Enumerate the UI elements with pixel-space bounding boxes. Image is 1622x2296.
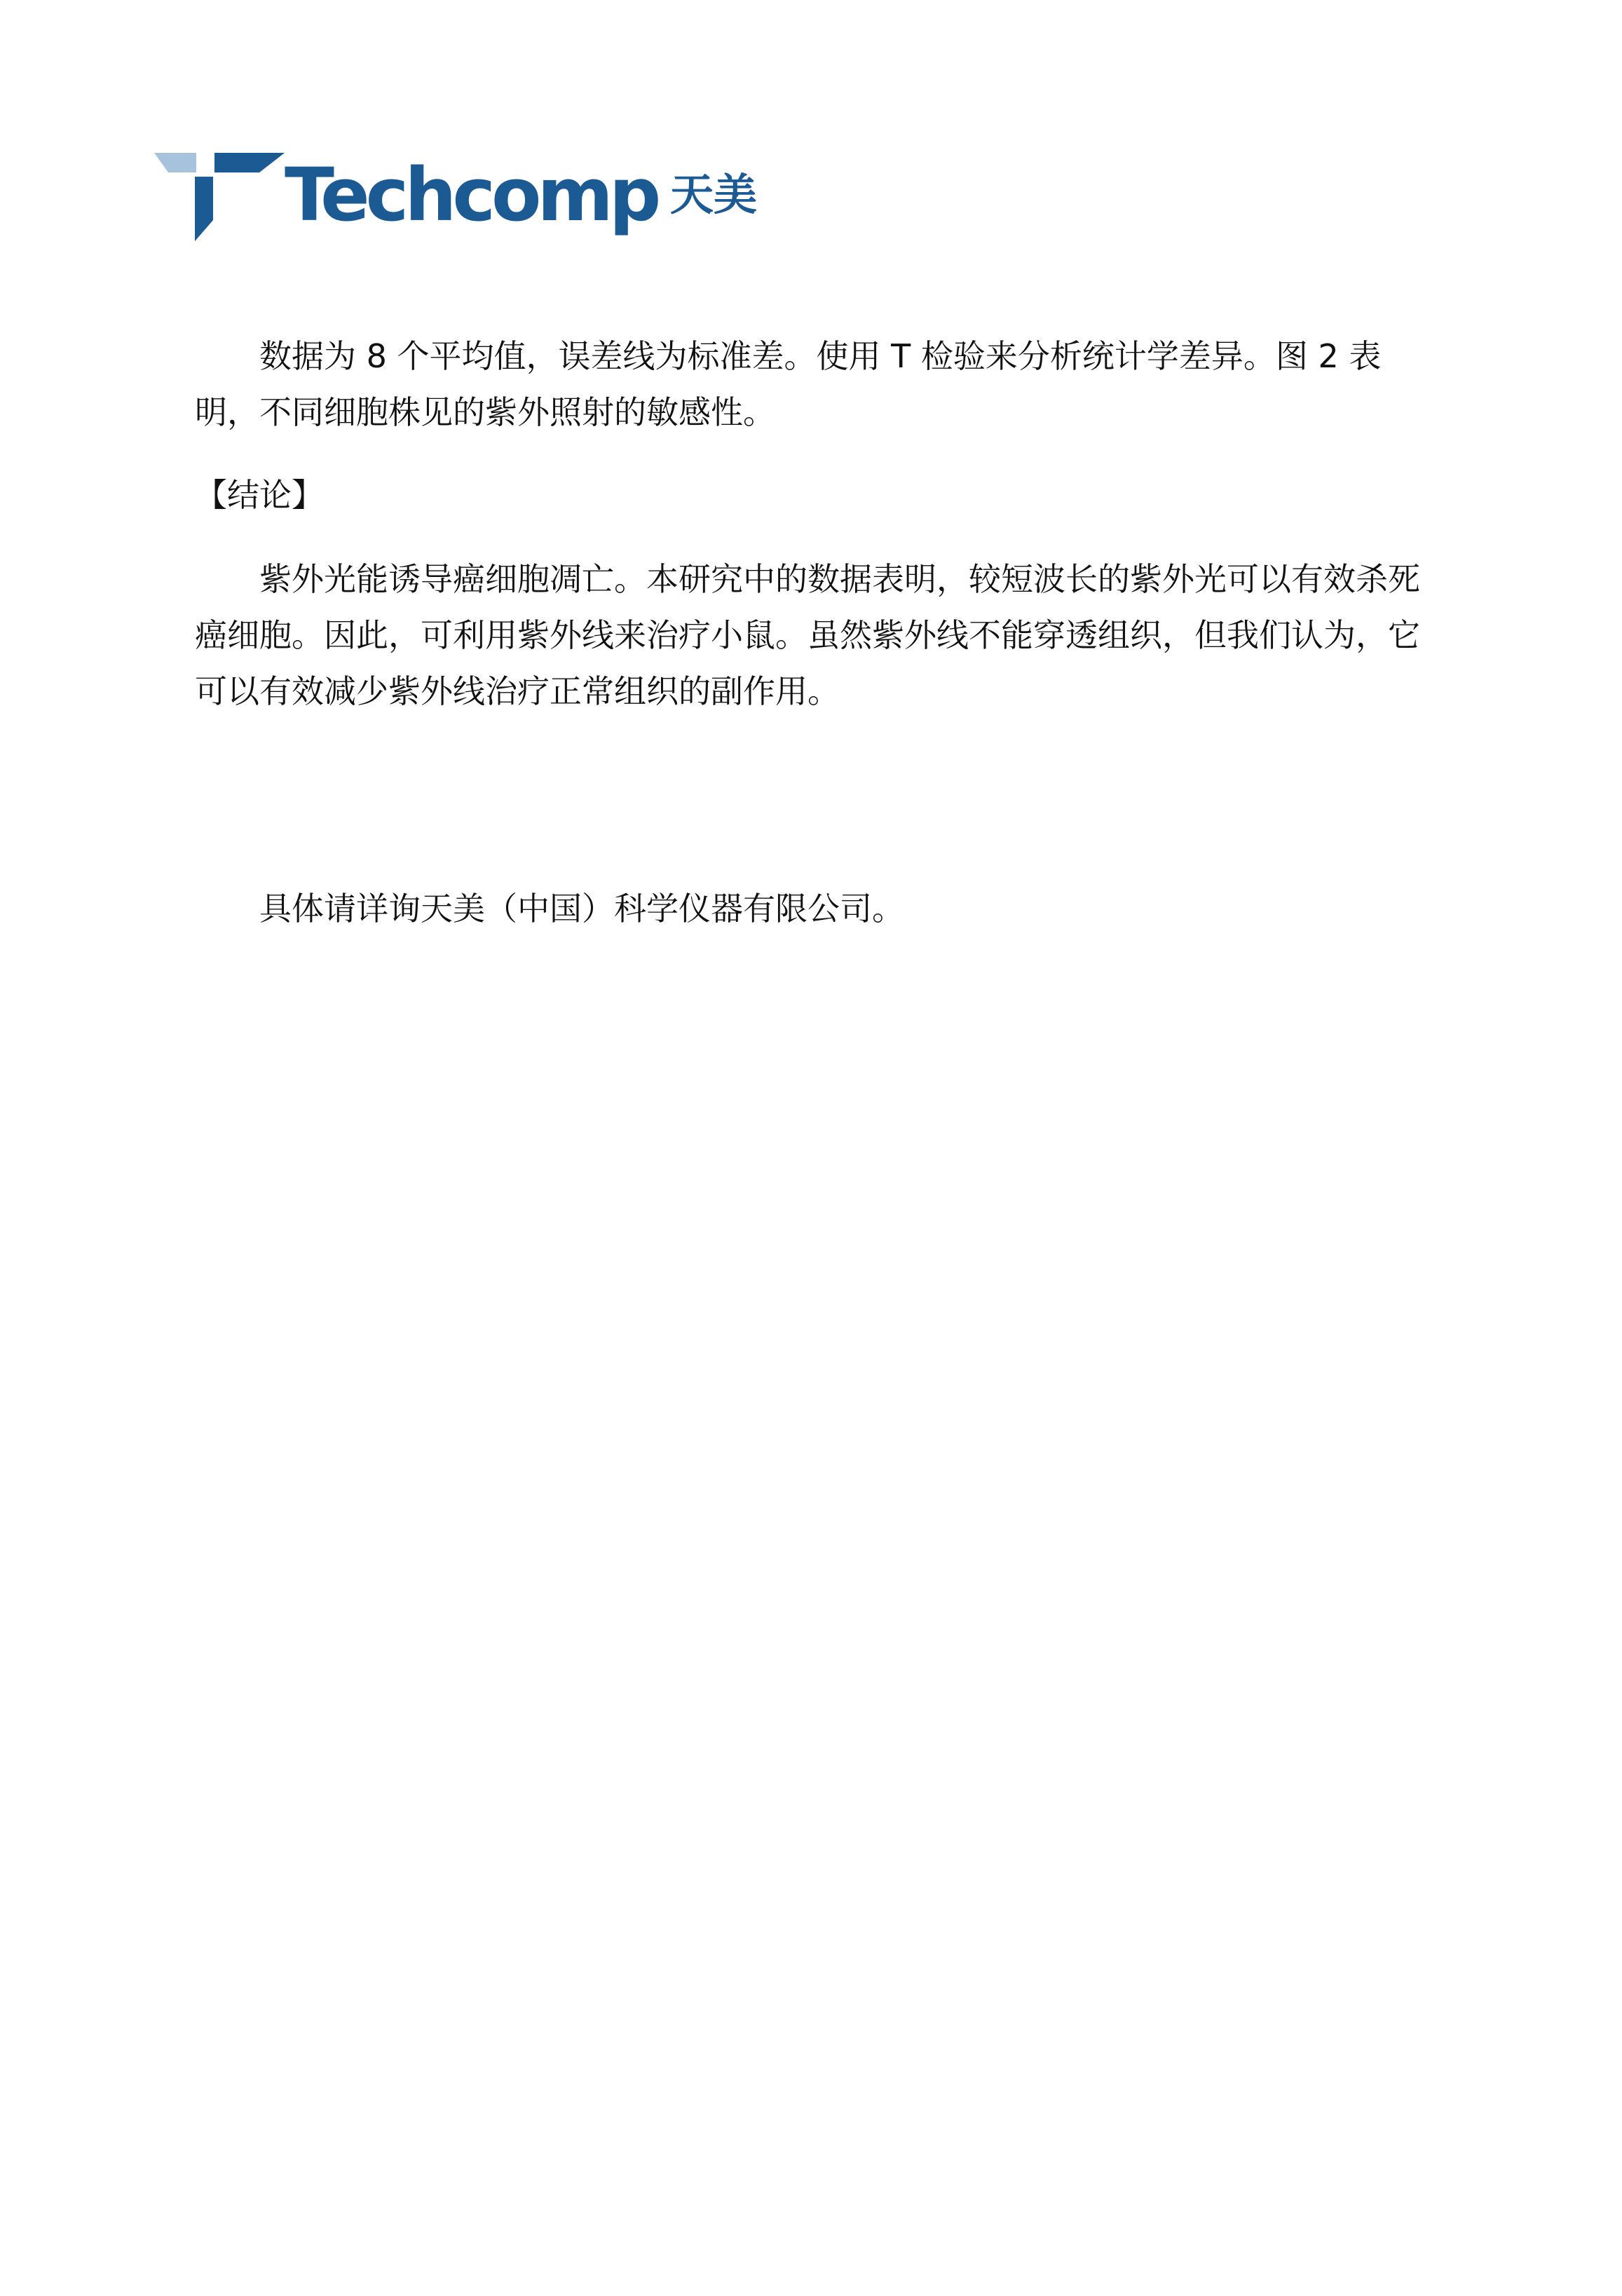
logo-chinese-name: 天美	[670, 169, 758, 220]
contact-paragraph: 具体请详询天美（中国）科学仪器有限公司。	[259, 890, 904, 928]
conclusion-paragraph: 紫外光能诱导癌细胞凋亡。本研究中的数据表明，较短波长的紫外光可以有效杀死癌细胞。因此，可利用紫外线来治疗小鼠。虽然紫外线不能穿透组织，但我们认为，它可以有效减少紫外线治疗正常组织的副作用。	[195, 560, 1420, 710]
techcomp-logo	[154, 146, 771, 244]
techcomp-t-mark-icon	[154, 146, 285, 244]
logo-wordmark: Techcomp	[285, 152, 657, 238]
results-paragraph: 数据为 8 个平均值，误差线为标准差。使用 T 检验来分析统计学差异。图 2 表明，不同细胞株见的紫外照射的敏感性。	[195, 337, 1382, 431]
conclusion-heading: 【结论】	[195, 476, 324, 514]
